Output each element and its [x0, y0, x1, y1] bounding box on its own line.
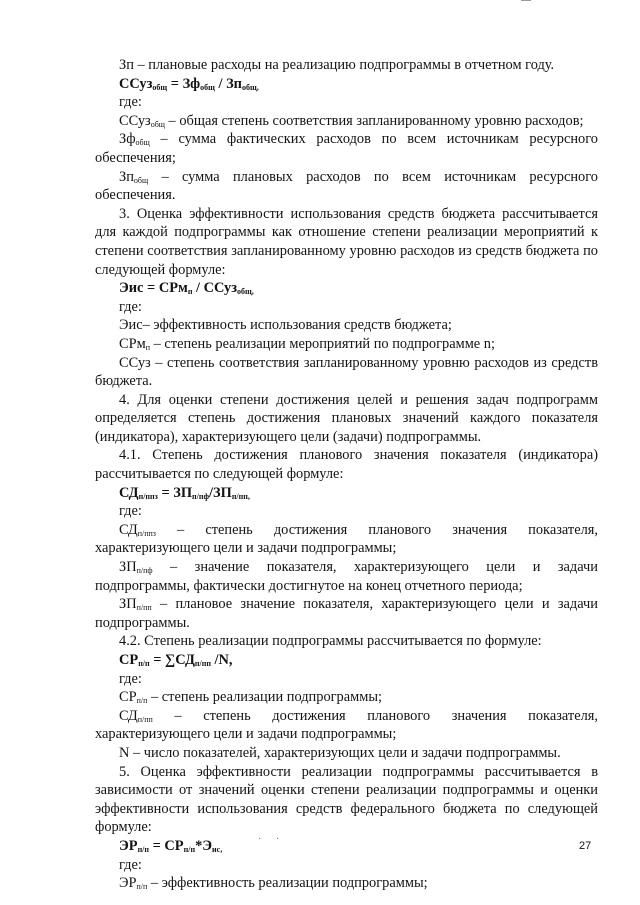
- formula-subprogram-realization: $СР_{п/п} = \sum СД_{п/пп}$ /N,: [119, 652, 233, 668]
- definition-sd-pp: $СД_{п/пп}$ – степень достижения планового значения показателя, характеризующего цели и задачи подпрограммы;: [95, 707, 598, 743]
- paragraph-section-4: 4. Для оценки степени достижения целей и решения задач подпрограмм определяется степень достижения плановых значений каждого показателя (индикатора), характеризующего цели (задачи) подпрограммы.: [95, 391, 598, 445]
- definition-eis: Эис– эффективность использования средств бюджета;: [119, 317, 452, 334]
- document-body: [95, 56, 598, 893]
- paragraph-section-4-1: 4.1. Степень достижения планового значения показателя (индикатора) рассчитывается по следующей формуле:: [95, 447, 598, 483]
- where-label: где:: [119, 856, 142, 873]
- formula-realization-efficiency: $ЭР_{п/п} = СР_{п/п}*Э_{ис,}$: [119, 837, 223, 854]
- formula-indicator-achievement: $СД_{п/ппз} = ЗП_{п/пф}/ЗП_{п/пп,}$: [119, 484, 250, 501]
- formula-total-expense-ratio: ССуз$_{общ}$ = $Зф_{общ} / Зп_{общ,}$: [119, 75, 259, 92]
- definition-sd-ppz: $СД_{п/ппз}$ – степень достижения планового значения показателя, характеризующего цели и задачи подпрограммы;: [95, 521, 598, 557]
- definition-zp-plan: $ЗП_{п/пп}$ – плановое значение показателя, характеризующего цели и задачи подпрограммы.: [95, 596, 598, 631]
- definition-n: N – число показателей, характеризующих цели и задачи подпрограммы.: [119, 744, 561, 761]
- page-number: 27: [579, 840, 592, 852]
- paragraph-section-4-2: 4.2. Степень реализации подпрограммы рассчитывается по формуле:: [119, 633, 542, 650]
- definition-ssuz-total: ССуз$_{общ}$ – общая степень соответствия запланированному уровню расходов;: [119, 112, 584, 129]
- scan-dots: · ·: [258, 834, 286, 845]
- where-label: где:: [119, 503, 142, 520]
- corner-mark: [521, 0, 531, 1]
- paragraph-section-3: 3. Оценка эффективности использования средств бюджета рассчитывается для каждой подпрограммы как отношение степени реализации мероприятий к степени соответствия запланированному уровню расходов из средств бюджета по следующей формуле:: [95, 205, 598, 278]
- definition-zf-total: $Зф_{общ}$ – сумма фактических расходов по всем источникам ресурсного обеспечения;: [95, 131, 598, 166]
- definition-zp-fact: $ЗП_{п/пф}$ – значение показателя, характеризующего цели и задачи подпрограммы, фактически достигнутое на конец отчетного периода;: [95, 559, 598, 594]
- where-label: где:: [119, 94, 142, 111]
- paragraph-zp-definition: Зп – плановые расходы на реализацию подпрограммы в отчетном году.: [119, 57, 555, 73]
- definition-ssuz: ССуз – степень соответствия запланированному уровню расходов из средств бюджета.: [95, 354, 598, 390]
- formula-budget-efficiency: Эис = СРм$_п$ / ССуз$_{общ,}$: [119, 280, 254, 297]
- definition-zp-total: $Зп_{общ}$ – сумма плановых расходов по всем источникам ресурсного обеспечения.: [95, 168, 598, 204]
- where-label: где:: [119, 670, 142, 687]
- definition-er: $ЭР_{п/п}$ – эффективность реализации подпрограммы;: [119, 875, 428, 892]
- definition-srm: СРм$_п$ – степень реализации мероприятий по подпрограмме n;: [119, 335, 495, 352]
- paragraph-section-5: 5. Оценка эффективности реализации подпрограммы рассчитывается в зависимости от значений оценки степени реализации подпрограммы и оценки эффективности использования средств федерального бюджета по следующей формуле:: [95, 763, 598, 836]
- where-label: где:: [119, 298, 142, 315]
- definition-sr: $СР_{п/п}$ – степень реализации подпрограммы;: [119, 689, 382, 706]
